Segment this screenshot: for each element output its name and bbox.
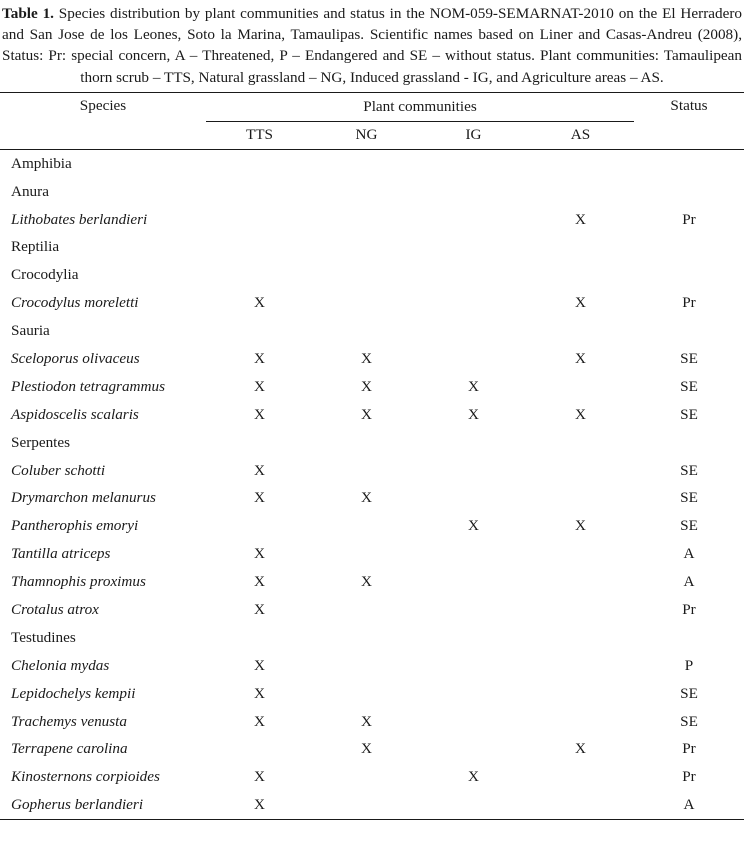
species-name: Crocodylus moreletti: [11, 294, 139, 312]
ng-cell: X: [361, 712, 372, 730]
tts-cell: X: [206, 791, 313, 819]
ig-cell: [420, 261, 527, 289]
ng-cell: [313, 791, 420, 819]
table-row: [0, 373, 744, 401]
tts-cell: [206, 206, 313, 234]
tts-cell: X: [254, 601, 265, 618]
tts-cell: [206, 429, 313, 457]
status-cell: [634, 178, 744, 206]
as-cell: [527, 317, 634, 345]
species-name: Lithobates berlandieri: [11, 210, 148, 228]
ng-cell: [313, 233, 420, 261]
as-cell: [527, 178, 634, 206]
as-cell: [527, 485, 634, 513]
species-table: [0, 92, 744, 820]
species-name: Kinosternons corpioides: [11, 768, 160, 786]
tts-cell: X: [254, 349, 265, 367]
ig-cell: [420, 485, 527, 513]
tts-cell: [206, 261, 313, 289]
species-name: Pantherophis emoryi: [11, 517, 139, 535]
ig-cell: X: [468, 517, 479, 535]
species-name: Thamnophis proximus: [11, 573, 146, 591]
as-cell: [527, 568, 634, 596]
species-name: Drymarchon melanurus: [11, 489, 156, 507]
tts-cell: [206, 624, 313, 652]
taxon-group: Serpentes: [11, 433, 71, 451]
as-cell: [527, 596, 634, 624]
ng-cell: [313, 317, 420, 345]
ng-cell: [313, 429, 420, 457]
status-cell: SE: [680, 405, 698, 423]
as-cell: [527, 763, 634, 791]
status-cell: SE: [680, 489, 698, 507]
status-cell: A: [634, 791, 744, 819]
ig-cell: [420, 289, 527, 317]
taxon-group: Testudines: [11, 628, 76, 646]
status-cell: Pr: [682, 210, 696, 228]
ng-cell: [313, 149, 420, 177]
tts-cell: X: [254, 656, 265, 674]
as-cell: [527, 791, 634, 819]
as-cell: X: [575, 740, 586, 758]
species-name: Trachemys venusta: [11, 712, 127, 730]
tts-cell: X: [254, 294, 265, 312]
status-cell: Pr: [682, 768, 696, 786]
plant-communities-header: Plant communities: [206, 92, 634, 121]
ng-cell: [313, 512, 420, 540]
as-cell: [527, 457, 634, 485]
table-row: [0, 736, 744, 764]
ng-cell: X: [361, 489, 372, 507]
ng-cell: [313, 596, 420, 624]
ig-cell: [420, 568, 527, 596]
tts-cell: X: [254, 684, 265, 702]
ng-cell: [313, 178, 420, 206]
as-cell: [527, 149, 634, 177]
tts-cell: [206, 178, 313, 206]
ng-cell: X: [361, 349, 372, 367]
ig-cell: [420, 624, 527, 652]
ig-header: IG: [465, 126, 482, 144]
tts-cell: X: [254, 461, 265, 479]
species-name: Chelonia mydas: [11, 656, 110, 674]
as-cell: [527, 708, 634, 736]
status-cell: Pr: [682, 294, 696, 312]
tts-cell: X: [254, 712, 265, 730]
ng-cell: [313, 763, 420, 791]
ng-cell: [313, 652, 420, 680]
ng-cell: [313, 289, 420, 317]
tts-header: TTS: [245, 126, 273, 144]
species-header: Species: [79, 96, 127, 114]
ng-cell: X: [361, 377, 372, 395]
ig-cell: [420, 149, 527, 177]
ig-cell: [420, 680, 527, 708]
status-cell: P: [684, 656, 694, 674]
table-row: [0, 485, 744, 513]
table-row: [0, 791, 744, 819]
ng-cell: [313, 540, 420, 568]
table-row: [0, 261, 744, 289]
tts-cell: X: [254, 573, 265, 591]
ng-cell: [313, 206, 420, 234]
table-row: [0, 429, 744, 457]
ng-cell: X: [361, 573, 372, 591]
taxon-group: Anura: [11, 182, 49, 200]
table-row: [0, 596, 744, 624]
as-cell: X: [575, 405, 586, 423]
table-body: [0, 149, 744, 819]
status-cell: SE: [680, 684, 698, 702]
species-name: Coluber schotti: [11, 461, 106, 479]
ig-cell: [420, 791, 527, 819]
status-cell: SE: [680, 712, 698, 730]
status-cell: [634, 624, 744, 652]
species-name: Tantilla atriceps: [11, 545, 111, 563]
taxon-group: Crocodylia: [11, 266, 79, 284]
status-cell: SE: [680, 349, 698, 367]
as-cell: X: [575, 210, 586, 228]
status-cell: [634, 233, 744, 261]
table-row: [0, 512, 744, 540]
taxon-group: Reptilia: [11, 238, 60, 256]
ig-cell: [420, 317, 527, 345]
ig-cell: [420, 596, 527, 624]
status-cell: A: [683, 545, 695, 563]
taxon-group: Amphibia: [11, 154, 72, 172]
species-name: Lepidochelys kempii: [11, 684, 136, 702]
table-row: [0, 289, 744, 317]
status-cell: [634, 261, 744, 289]
table-row: [0, 624, 744, 652]
table-row: [0, 652, 744, 680]
table-row: [0, 233, 744, 261]
ng-header: NG: [355, 126, 378, 144]
table-row: [0, 457, 744, 485]
caption-label: Table 1.: [2, 5, 54, 22]
status-cell: SE: [680, 461, 698, 479]
species-name: Sceloporus olivaceus: [11, 349, 140, 367]
ig-cell: X: [468, 768, 479, 786]
tts-cell: X: [254, 768, 265, 786]
tts-cell: [206, 149, 313, 177]
table-row: [0, 345, 744, 373]
as-cell: [527, 233, 634, 261]
ig-cell: [420, 345, 527, 373]
table-row: [0, 149, 744, 177]
status-cell: Pr: [682, 601, 696, 618]
as-cell: [527, 540, 634, 568]
ig-cell: [420, 457, 527, 485]
status-cell: SE: [680, 517, 698, 535]
ig-cell: [420, 540, 527, 568]
species-name: Crotalus atrox: [11, 601, 99, 618]
table-row: [0, 178, 744, 206]
species-name: Aspidoscelis scalaris: [11, 405, 139, 423]
tts-cell: [206, 317, 313, 345]
table-row: [0, 763, 744, 791]
table-row: [0, 568, 744, 596]
ig-cell: [420, 652, 527, 680]
status-cell: [634, 149, 744, 177]
table-row: [0, 708, 744, 736]
status-cell: A: [683, 573, 695, 591]
caption-text: Species distribution by plant communities and status in the NOM-059-SEMARNAT-2010 on the El Herradero and San Jose de los Leones, Soto la Marina, Tamaulipas. Scientific names based on Liner and Casas-Andreu (2008), Status: Pr: special concern, A – Threatened, P – Endangered and SE – without status. Plant communities: Tamaulipean thorn scrub – TTS, Natural grassland – NG, Induced grassland - IG, and Agriculture areas – AS.: [2, 5, 742, 86]
ig-cell: [420, 178, 527, 206]
as-cell: [527, 373, 634, 401]
tts-cell: X: [254, 377, 265, 395]
as-cell: [527, 261, 634, 289]
as-cell: [527, 680, 634, 708]
ng-cell: [313, 261, 420, 289]
status-cell: [634, 429, 744, 457]
ng-cell: [313, 624, 420, 652]
as-cell: X: [575, 349, 586, 367]
table-row: [0, 317, 744, 345]
tts-cell: [206, 233, 313, 261]
ig-cell: [420, 233, 527, 261]
ng-cell: [313, 680, 420, 708]
tts-cell: X: [254, 545, 265, 563]
tts-cell: X: [254, 489, 265, 507]
ng-cell: X: [361, 740, 372, 758]
ig-cell: [420, 708, 527, 736]
taxon-group: Sauria: [11, 322, 50, 340]
ng-cell: [313, 457, 420, 485]
species-name: Plestiodon tetragrammus: [11, 377, 165, 395]
status-header: Status: [670, 96, 708, 114]
as-cell: [527, 429, 634, 457]
tts-cell: [206, 512, 313, 540]
as-cell: [527, 652, 634, 680]
ig-cell: X: [468, 405, 479, 423]
as-cell: X: [575, 517, 586, 535]
table-row: [0, 206, 744, 234]
ig-cell: [420, 206, 527, 234]
as-header: AS: [570, 126, 591, 144]
tts-cell: X: [254, 405, 265, 423]
table-row: [0, 401, 744, 429]
ig-cell: X: [468, 377, 479, 395]
status-cell: Pr: [682, 740, 696, 758]
as-cell: X: [575, 294, 586, 312]
ng-cell: X: [361, 405, 372, 423]
status-cell: [634, 317, 744, 345]
species-name: Gopherus berlandieri: [0, 791, 206, 819]
species-name: Terrapene carolina: [11, 740, 128, 758]
as-cell: [527, 624, 634, 652]
ig-cell: [420, 429, 527, 457]
table-row: [0, 540, 744, 568]
table-caption: [2, 3, 742, 88]
status-cell: SE: [680, 377, 698, 395]
ig-cell: [420, 736, 527, 764]
table-row: [0, 680, 744, 708]
tts-cell: [206, 736, 313, 764]
